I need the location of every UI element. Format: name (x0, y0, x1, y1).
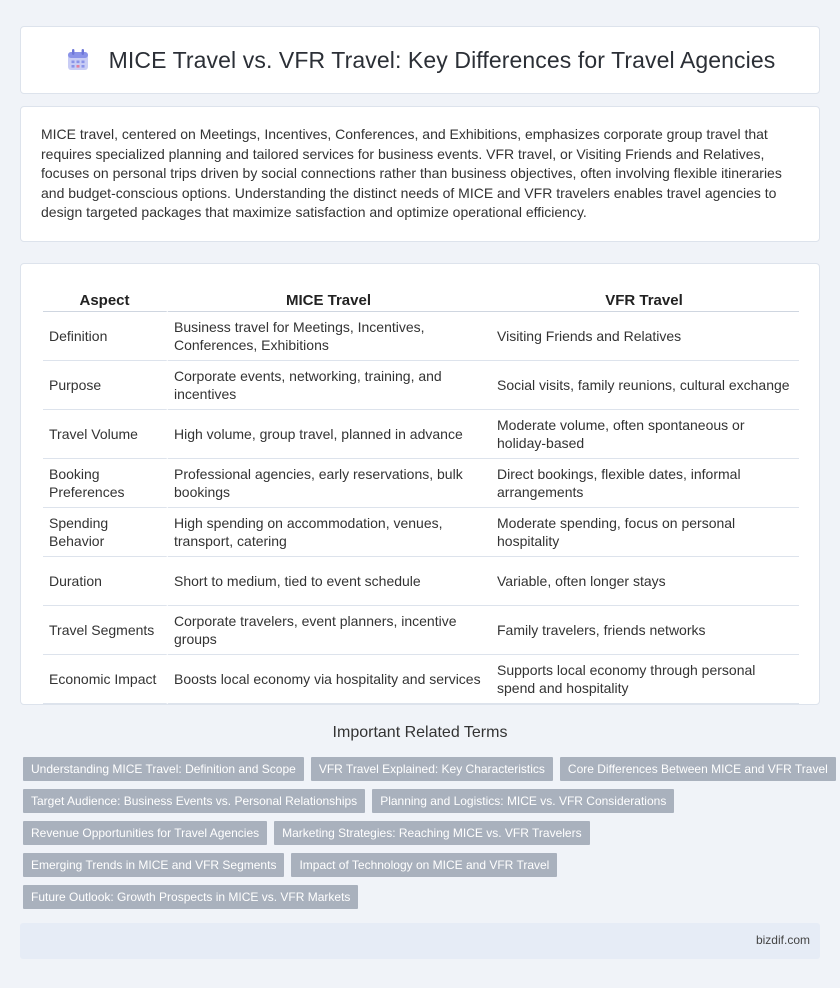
table-header-row (43, 284, 799, 312)
aspect-cell: Booking Preferences (43, 459, 168, 508)
table-row (43, 459, 799, 508)
related-term-tag[interactable]: Target Audience: Business Events vs. Personal Relationships (23, 789, 365, 813)
vfr-cell: Social visits, family reunions, cultural exchange (489, 361, 799, 410)
aspect-cell: Definition (43, 312, 168, 361)
aspect-cell: Travel Segments (43, 606, 168, 655)
mice-cell: Boosts local economy via hospitality and services (168, 655, 489, 704)
vfr-cell: Moderate spending, focus on personal hospitality (489, 508, 799, 557)
related-terms-list (23, 757, 828, 917)
footer-site-link[interactable]: bizdif.com (755, 933, 810, 947)
table-row (43, 410, 799, 459)
intro-paragraph: MICE travel, centered on Meetings, Incentives, Conferences, and Exhibitions, emphasizes corporate group travel that requires specialized planning and tailored services for business events. VFR travel, or Visiting Friends and Relatives, focuses on personal trips driven by social connections rather than business objectives, often involving flexible itineraries and budget-conscious options. Understanding the distinct needs of MICE and VFR travelers enables travel agencies to design targeted packages that maximize satisfaction and optimize operational efficiency. (41, 126, 782, 221)
mice-cell: High volume, group travel, planned in advance (168, 410, 489, 459)
title-wrap (65, 47, 776, 74)
related-term-tag[interactable]: Understanding MICE Travel: Definition and Scope (23, 757, 304, 781)
aspect-cell: Duration (43, 557, 168, 606)
header-aspect: Aspect (43, 284, 168, 312)
header-vfr: VFR Travel (489, 284, 799, 312)
tag-row (23, 821, 823, 845)
related-term-tag[interactable]: Core Differences Between MICE and VFR Travel (560, 757, 836, 781)
table-row (43, 508, 799, 557)
related-term-tag[interactable]: Marketing Strategies: Reaching MICE vs. VFR Travelers (274, 821, 589, 845)
table-row (43, 557, 799, 606)
related-term-tag[interactable]: VFR Travel Explained: Key Characteristics (311, 757, 553, 781)
tag-row (23, 789, 823, 813)
related-term-tag[interactable]: Revenue Opportunities for Travel Agencies (23, 821, 267, 845)
comparison-table-card (20, 263, 820, 705)
related-terms-title: Important Related Terms (332, 724, 508, 741)
header-mice: MICE Travel (168, 284, 489, 312)
vfr-cell: Moderate volume, often spontaneous or holiday-based (489, 410, 799, 459)
mice-cell: Professional agencies, early reservations, bulk bookings (168, 459, 489, 508)
vfr-cell: Direct bookings, flexible dates, informal arrangements (489, 459, 799, 508)
table-row (43, 655, 799, 704)
vfr-cell: Visiting Friends and Relatives (489, 312, 799, 361)
mice-cell: Business travel for Meetings, Incentives, Conferences, Exhibitions (168, 312, 489, 361)
related-term-tag[interactable]: Impact of Technology on MICE and VFR Travel (291, 853, 557, 877)
tag-row (23, 885, 823, 909)
vfr-cell: Variable, often longer stays (489, 557, 799, 606)
tag-row (23, 757, 828, 781)
vfr-cell: Supports local economy through personal spend and hospitality (489, 655, 799, 704)
aspect-cell: Purpose (43, 361, 168, 410)
calendar-icon (65, 47, 91, 73)
table-row (43, 606, 799, 655)
vfr-cell: Family travelers, friends networks (489, 606, 799, 655)
tag-row (23, 853, 823, 877)
related-term-tag[interactable]: Future Outlook: Growth Prospects in MICE vs. VFR Markets (23, 885, 358, 909)
mice-cell: Short to medium, tied to event schedule (168, 557, 489, 606)
mice-cell: Corporate travelers, event planners, incentive groups (168, 606, 489, 655)
header-card (20, 26, 820, 94)
mice-cell: Corporate events, networking, training, and incentives (168, 361, 489, 410)
comparison-table (43, 284, 799, 704)
mice-cell: High spending on accommodation, venues, transport, catering (168, 508, 489, 557)
table-row (43, 361, 799, 410)
related-term-tag[interactable]: Planning and Logistics: MICE vs. VFR Considerations (372, 789, 674, 813)
intro-card (20, 106, 820, 242)
page-title: MICE Travel vs. VFR Travel: Key Differences for Travel Agencies (108, 46, 776, 73)
related-term-tag[interactable]: Emerging Trends in MICE and VFR Segments (23, 853, 284, 877)
aspect-cell: Economic Impact (43, 655, 168, 704)
aspect-cell: Spending Behavior (43, 508, 168, 557)
table-row (43, 312, 799, 361)
footer (20, 923, 820, 959)
aspect-cell: Travel Volume (43, 410, 168, 459)
